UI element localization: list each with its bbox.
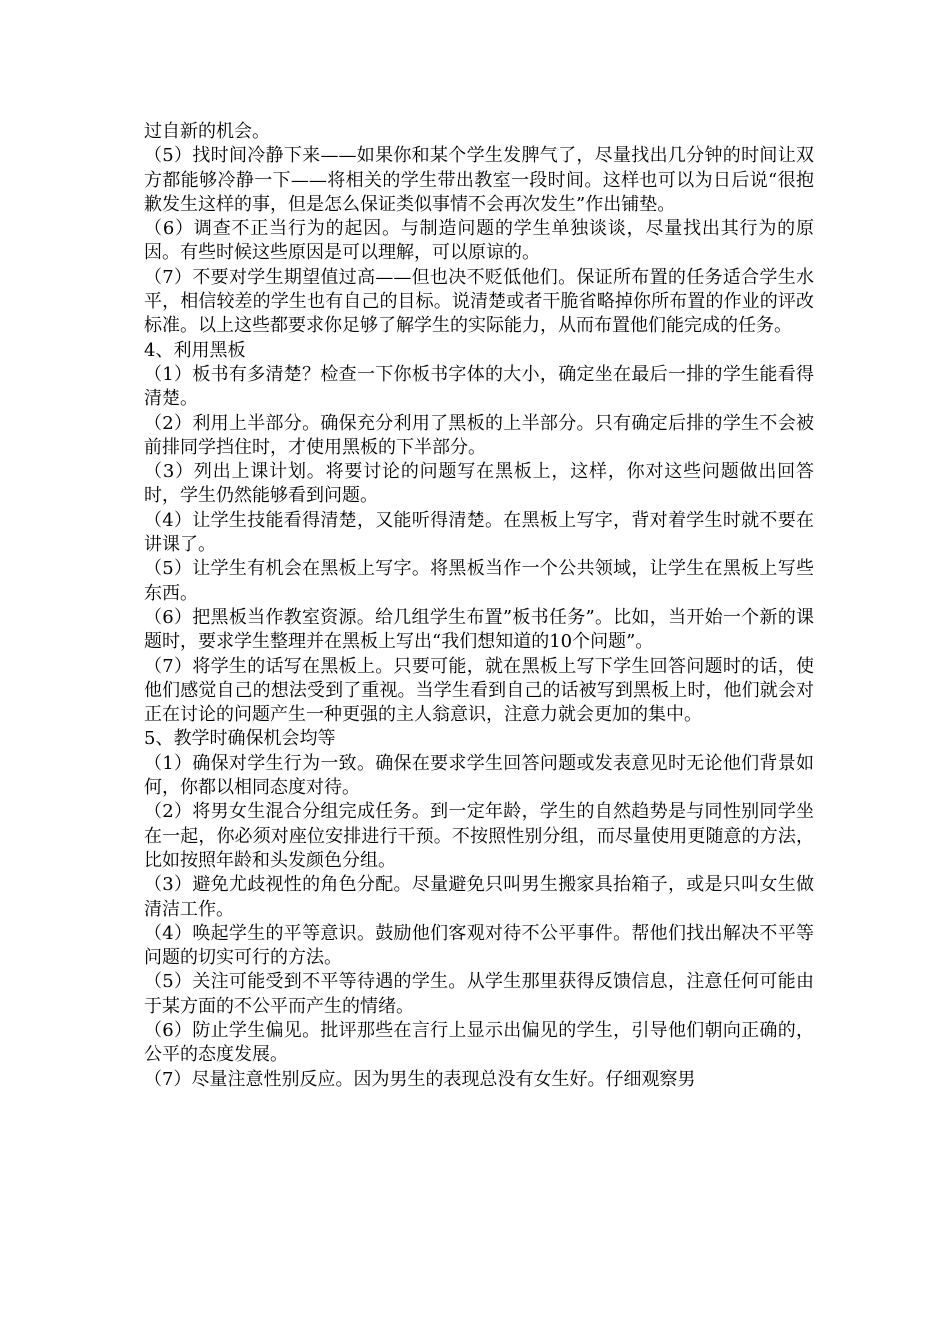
paragraph-17: （4）唤起学生的平等意识。鼓励他们客观对待不公平事件。帮他们找出解决不平等问题的切实可行的方法。 — [144, 922, 814, 969]
paragraph-10: （5）让学生有机会在黑板上写字。将黑板当作一个公共领域，让学生在黑板上写些东西。 — [144, 558, 814, 604]
paragraph-2: （5）找时间冷静下来——如果你和某个学生发脾气了，尽量找出几分钟的时间让双方都能够冷静一下——将相关的学生带出教室一段时间。这样也可以为日后说“很抱歉发生这样的事，但是怎么保证类似事情不会再次发生”作出铺垫。 — [144, 145, 814, 215]
paragraph-19: （6）防止学生偏见。批评那些在言行上显示出偏见的学生，引导他们朝向正确的，公平的态度发展。 — [144, 1019, 814, 1066]
paragraph-14: （1）确保对学生行为一致。确保在要求学生回答问题或发表意见时无论他们背景如何，你都以相同态度对待。 — [144, 752, 814, 799]
paragraph-6: （1）板书有多清楚？检查一下你板书字体的大小，确定坐在最后一排的学生能看得清楚。 — [144, 363, 814, 410]
paragraph-9: （4）让学生技能看得清楚，又能听得清楚。在黑板上写字，背对着学生时就不要在讲课了。 — [144, 509, 814, 556]
section-heading-5: 5、教学时确保机会均等 — [144, 728, 336, 750]
paragraph-4: （7）不要对学生期望值过高——但也决不贬低他们。保证所布置的任务适合学生水平，相信较差的学生也有自己的目标。说清楚或者干脆省略掉你所布置的作业的评改标准。以上这些都要求你足够了解学生的实际能力，从而布置他们能完成的任务。 — [144, 266, 814, 337]
paragraph-11: （6）把黑板当作教室资源。给几组学生布置”板书任务”。比如，当开始一个新的课题时，要求学生整理并在黑板上写出“我们想知道的10个问题”。 — [144, 606, 814, 653]
paragraph-15: （2）将男女生混合分组完成任务。到一定年龄，学生的自然趋势是与同性别同学坐在一起，你必须对座位安排进行干预。不按照性别分组，而尽量使用更随意的方法，比如按照年龄和头发颜色分组。 — [144, 801, 814, 871]
paragraph-18: （5）关注可能受到不平等待遇的学生。从学生那里获得反馈信息，注意任何可能由于某方面的不公平而产生的情绪。 — [144, 971, 814, 1017]
section-heading-4: 4、利用黑板 — [144, 339, 246, 361]
document-body — [144, 120, 814, 1092]
paragraph-16: （3）避免尤歧视性的角色分配。尽量避免只叫男生搬家具抬箱子，或是只叫女生做清洁工作。 — [144, 874, 814, 920]
paragraph-3: （6）调查不正当行为的起因。与制造问题的学生单独谈谈，尽量找出其行为的原因。有些时候这些原因是可以理解，可以原谅的。 — [144, 218, 814, 264]
paragraph-7: （2）利用上半部分。确保充分利用了黑板的上半部分。只有确定后排的学生不会被前排同学挡住时，才使用黑板的下半部分。 — [144, 412, 814, 458]
paragraph-1: 过自新的机会。 — [144, 121, 270, 142]
paragraph-20: （7）尽量注意性别反应。因为男生的表现总没有女生好。仔细观察男 — [144, 1068, 696, 1090]
paragraph-8: （3）列出上课计划。将要讨论的问题写在黑板上，这样，你对这些问题做出回答时，学生仍然能够看到问题。 — [144, 461, 814, 507]
paragraph-12: （7）将学生的话写在黑板上。只要可能，就在黑板上写下学生回答问题时的话，使他们感觉自己的想法受到了重视。当学生看到自己的话被写到黑板上时，他们就会对正在讨论的问题产生一种更强的主人翁意识，注意力就会更加的集中。 — [144, 655, 814, 726]
